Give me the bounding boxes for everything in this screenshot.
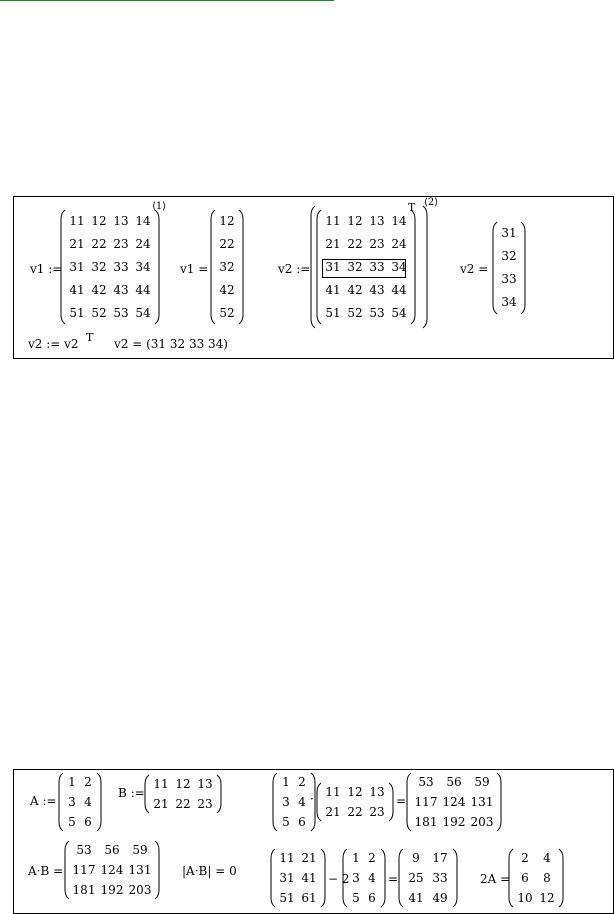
- matrix-cell: 4: [84, 795, 92, 809]
- matrix-cell: 49: [432, 891, 448, 905]
- matrix-cell: 51: [279, 891, 295, 905]
- matrix-column-example-panel: [13, 196, 614, 359]
- left-paren: [342, 848, 348, 908]
- transpose-mark: T: [408, 201, 416, 214]
- matrix-cell: 53: [113, 305, 129, 320]
- matrix-cell: 22: [175, 797, 191, 811]
- matrix-cell: 10: [517, 891, 533, 905]
- matrix-cell: 53: [76, 843, 92, 857]
- matrix-cell: 12: [347, 213, 363, 228]
- matrix-cell: 53: [369, 305, 385, 320]
- v1-matrix: [60, 209, 160, 325]
- matrix-cell: 21: [69, 236, 85, 251]
- right-paren: [380, 848, 386, 908]
- matrix-cell: 13: [369, 213, 385, 228]
- matrix-cells: [322, 782, 388, 822]
- matrix-cells: [278, 772, 310, 832]
- matrix-cell: 11: [325, 213, 341, 228]
- matrix-cell: 8: [543, 871, 551, 885]
- matrix-cell: 59: [474, 775, 490, 789]
- matrix-cell: 31: [279, 871, 295, 885]
- matrix-cell: 52: [347, 305, 363, 320]
- left-paren: [406, 772, 412, 832]
- matrix-cell: 24: [135, 236, 151, 251]
- matrix-cell: 181: [72, 883, 96, 897]
- left-paren: [64, 840, 70, 900]
- matrix-cell: 43: [113, 282, 129, 297]
- matrix-cell: 11: [153, 777, 169, 791]
- matrix-cell: 31: [325, 259, 341, 274]
- matrix-cells: [514, 848, 558, 908]
- matrix-cell: 13: [197, 777, 213, 791]
- matrix-cell: 1: [352, 851, 360, 865]
- right-paren: [238, 209, 244, 325]
- matrix-cell: 54: [135, 305, 151, 320]
- matrix-cell: 23: [369, 805, 385, 819]
- matrix-cell: 4: [543, 851, 551, 865]
- right-paren: [558, 848, 564, 908]
- matrix-cell: 23: [369, 236, 385, 251]
- left-paren: [398, 848, 404, 908]
- matrix-cell: 181: [414, 815, 438, 829]
- subtract-equals: =: [388, 872, 399, 886]
- matrix-cell: 131: [128, 863, 152, 877]
- matrix-cell: 22: [347, 236, 363, 251]
- matrix-cell: 13: [113, 213, 129, 228]
- matrix-cell: 6: [368, 891, 376, 905]
- right-paren: [452, 848, 458, 908]
- matrix-cell: 31: [69, 259, 85, 274]
- matrix-cell: 41: [408, 891, 424, 905]
- matrix-cell: 192: [100, 883, 124, 897]
- matrix-cells: [404, 848, 452, 908]
- matrix-cell: 6: [298, 815, 306, 829]
- matrix-cell: 3: [68, 795, 76, 809]
- matrix-cell: 23: [197, 797, 213, 811]
- matrix-cell: 131: [470, 795, 494, 809]
- matrix-cell: 23: [113, 236, 129, 251]
- subtract-result-matrix: [398, 848, 458, 908]
- matrix-cell: 5: [282, 815, 290, 829]
- left-paren: [316, 782, 322, 822]
- v1-def-label: v1 :=: [30, 262, 63, 276]
- matrix-cells: [70, 840, 154, 900]
- matrix-cell: 53: [418, 775, 434, 789]
- left-paren: [272, 772, 278, 832]
- left-paren: [270, 848, 276, 908]
- matrix-cell: 42: [347, 282, 363, 297]
- left-paren: [508, 848, 514, 908]
- matrix-cell: 11: [69, 213, 85, 228]
- matrix-cell: 9: [412, 851, 420, 865]
- matrix-cells: [64, 772, 96, 832]
- matrix-cell: 117: [72, 863, 96, 877]
- matrix-cell: 6: [521, 871, 529, 885]
- left-paren: [60, 209, 66, 325]
- right-paren: [96, 772, 102, 832]
- A-matrix: [58, 772, 102, 832]
- matrix-cell: 34: [501, 295, 517, 309]
- selected-row-box: [322, 259, 406, 278]
- AB-matrix: [64, 840, 160, 900]
- left-paren: [58, 772, 64, 832]
- column-superscript: ⟨1⟩: [152, 201, 167, 212]
- subtract-right-matrix: [342, 848, 386, 908]
- v1-result-vector: [210, 209, 244, 325]
- matrix-cell: 12: [347, 785, 363, 799]
- matrix-cell: 44: [135, 282, 151, 297]
- matrix-cell: 12: [539, 891, 555, 905]
- matrix-cell: 43: [369, 282, 385, 297]
- matrix-cell: 22: [91, 236, 107, 251]
- v2-assign: v2 := v2: [28, 337, 79, 351]
- matrix-arithmetic-panel: [13, 769, 614, 914]
- matrix-cell: 33: [432, 871, 448, 885]
- left-paren: [492, 221, 498, 315]
- v2-result-vector: [492, 221, 526, 315]
- v2-def-label: v2 :=: [278, 262, 311, 276]
- v2-result-label: v2 =: [460, 262, 489, 276]
- matrix-cell: 25: [408, 871, 424, 885]
- matrix-cell: 12: [219, 213, 235, 228]
- matrix-cell: 42: [219, 282, 235, 297]
- matrix-cells: [216, 209, 238, 325]
- matrix-cell: 31: [501, 226, 517, 240]
- matrix-cell: 1: [68, 775, 76, 789]
- matrix-cell: 21: [325, 805, 341, 819]
- matrix-cell: 51: [69, 305, 85, 320]
- matrix-cell: 54: [391, 305, 407, 320]
- matrix-cell: 192: [442, 815, 466, 829]
- column-superscript-2: ⟨2⟩: [424, 197, 439, 208]
- matrix-cell: 42: [91, 282, 107, 297]
- matrix-cell: 12: [175, 777, 191, 791]
- matrix-cell: 32: [501, 249, 517, 263]
- matrix-cell: 5: [68, 815, 76, 829]
- matrix-cell: 56: [446, 775, 462, 789]
- matrix-cell: 4: [368, 871, 376, 885]
- matrix-cell: 17: [432, 851, 448, 865]
- matrix-cell: 51: [325, 305, 341, 320]
- matrix-cell: 41: [69, 282, 85, 297]
- matrix-cell: 117: [414, 795, 438, 809]
- matrix-cell: 203: [470, 815, 494, 829]
- matrix-cell: 14: [135, 213, 151, 228]
- matrix-cell: 124: [442, 795, 466, 809]
- matrix-cells: [498, 221, 520, 315]
- matrix-cell: 4: [298, 795, 306, 809]
- matrix-cell: 5: [352, 891, 360, 905]
- product-right-matrix: [316, 782, 394, 822]
- matrix-cell: 52: [91, 305, 107, 320]
- right-paren: [320, 848, 326, 908]
- right-paren: [520, 221, 526, 315]
- matrix-cells: [276, 848, 320, 908]
- matrix-cell: 13: [369, 785, 385, 799]
- subtract-operator: − 2: [328, 872, 350, 886]
- matrix-cell: 11: [325, 785, 341, 799]
- matrix-cell: 32: [91, 259, 107, 274]
- matrix-cell: 34: [391, 259, 407, 274]
- matrix-cells: [412, 772, 496, 832]
- matrix-cell: 24: [391, 236, 407, 251]
- matrix-cell: 41: [325, 282, 341, 297]
- matrix-cell: 41: [301, 871, 317, 885]
- right-paren: [216, 774, 222, 814]
- product-dot: ·: [310, 792, 314, 806]
- matrix-cell: 11: [279, 851, 295, 865]
- subtract-left-matrix: [270, 848, 326, 908]
- matrix-cell: 22: [219, 236, 235, 251]
- matrix-cell: 33: [369, 259, 385, 274]
- right-paren: [410, 209, 416, 325]
- left-paren: [144, 774, 150, 814]
- matrix-cell: 59: [132, 843, 148, 857]
- matrix-cell: 203: [128, 883, 152, 897]
- matrix-cell: 2: [521, 851, 529, 865]
- matrix-cell: 2: [368, 851, 376, 865]
- matrix-cell: 33: [113, 259, 129, 274]
- right-paren: [154, 209, 160, 325]
- AB-label: A·B =: [28, 864, 64, 878]
- v1-result-label: v1 =: [180, 262, 209, 276]
- matrix-cell: 33: [501, 272, 517, 286]
- matrix-cell: 124: [100, 863, 124, 877]
- matrix-cell: 56: [104, 843, 120, 857]
- determinant-expression: |A·B| = 0: [182, 864, 237, 878]
- matrix-cells: [66, 209, 154, 325]
- matrix-cell: 2: [84, 775, 92, 789]
- matrix-cell: 21: [153, 797, 169, 811]
- matrix-cell: 12: [91, 213, 107, 228]
- twoA-matrix: [508, 848, 564, 908]
- product-result-matrix: [406, 772, 502, 832]
- matrix-cell: 6: [84, 815, 92, 829]
- matrix-cell: 21: [301, 851, 317, 865]
- B-matrix: [144, 774, 222, 814]
- right-paren: [388, 782, 394, 822]
- assign-transpose-mark: T: [86, 331, 94, 344]
- matrix-cell: 22: [347, 805, 363, 819]
- A-def-label: A :=: [30, 794, 57, 808]
- right-paren: [496, 772, 502, 832]
- matrix-cell: 14: [391, 213, 407, 228]
- left-paren: [210, 209, 216, 325]
- matrix-cells: [150, 774, 216, 814]
- matrix-cells: [348, 848, 380, 908]
- matrix-cell: 34: [135, 259, 151, 274]
- right-paren: [422, 205, 428, 329]
- matrix-cell: 52: [219, 305, 235, 320]
- matrix-cell: 44: [391, 282, 407, 297]
- v2-row-result: v2 = (31 32 33 34): [114, 337, 228, 351]
- B-def-label: B :=: [118, 786, 145, 800]
- matrix-cell: 21: [325, 236, 341, 251]
- header-rule: [0, 0, 334, 1]
- matrix-cell: 1: [282, 775, 290, 789]
- matrix-cell: 32: [347, 259, 363, 274]
- matrix-cell: 61: [301, 891, 317, 905]
- matrix-cell: 3: [282, 795, 290, 809]
- matrix-cell: 3: [352, 871, 360, 885]
- twoA-label: 2A =: [480, 872, 511, 886]
- product-equals: =: [396, 794, 407, 808]
- right-paren: [154, 840, 160, 900]
- matrix-cell: 2: [298, 775, 306, 789]
- matrix-cell: 32: [219, 259, 235, 274]
